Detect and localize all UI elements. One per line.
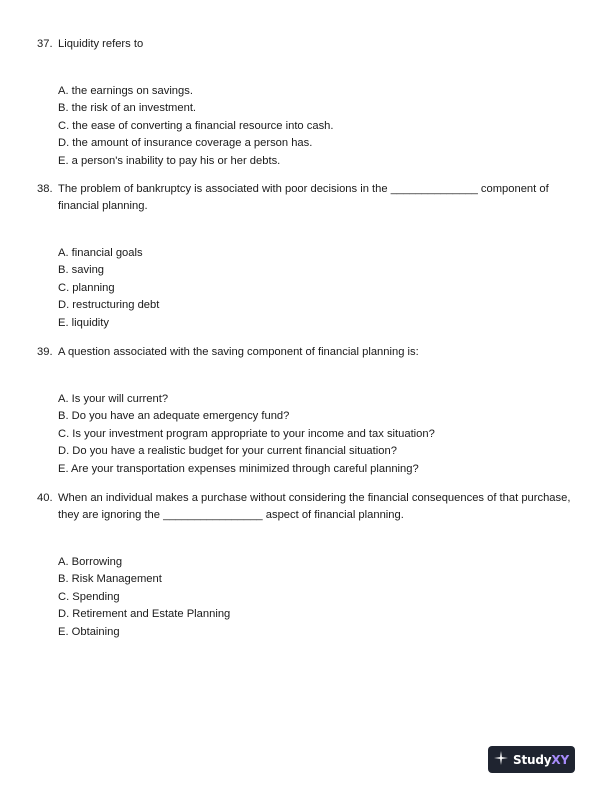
answer-options bbox=[37, 83, 577, 170]
answer-option-c: C. the ease of converting a financial resource into cash. bbox=[58, 119, 334, 132]
answer-option-d: D. restructuring debt bbox=[58, 299, 160, 312]
logo-wordmark bbox=[513, 753, 569, 767]
answer-option-a: A. financial goals bbox=[58, 247, 143, 259]
question-text: A question associated with the saving component of financial planning is: bbox=[58, 346, 419, 358]
answer-option-e: E. liquidity bbox=[58, 316, 109, 329]
answer-option-e: E. Are your transportation expenses minimized through careful planning? bbox=[58, 462, 419, 475]
question-prompt bbox=[37, 344, 577, 361]
answer-option-d: D. Retirement and Estate Planning bbox=[58, 608, 231, 621]
question-text: The problem of bankruptcy is associated with poor decisions in the ______________ component of financial planning. bbox=[58, 183, 549, 212]
answer-option-d: D. Do you have a realistic budget for your current financial situation? bbox=[58, 445, 397, 458]
plus-sparkle-icon bbox=[494, 751, 513, 768]
question-number: 40. bbox=[37, 492, 53, 504]
question-40 bbox=[37, 490, 577, 641]
answer-option-d: D. the amount of insurance coverage a person has. bbox=[58, 137, 313, 150]
studyxy-logo bbox=[488, 746, 575, 773]
answer-option-c: C. planning bbox=[58, 281, 115, 294]
answer-option-c: C. Spending bbox=[58, 590, 120, 603]
logo-text-study: Study bbox=[513, 752, 552, 767]
answer-options bbox=[37, 391, 577, 478]
answer-option-a: A. the earnings on savings. bbox=[58, 85, 193, 97]
question-text: When an individual makes a purchase without considering the financial consequences of that purchase, they are ignoring the ________________ aspect of financial planning. bbox=[58, 492, 571, 521]
answer-option-e: E. a person's inability to pay his or her debts. bbox=[58, 154, 281, 167]
question-38 bbox=[37, 181, 577, 332]
answer-option-b: B. saving bbox=[58, 264, 105, 277]
answer-options bbox=[37, 554, 577, 641]
answer-option-a: A. Borrowing bbox=[58, 556, 123, 568]
answer-option-a: A. Is your will current? bbox=[58, 393, 169, 405]
logo-text-xy: XY bbox=[551, 752, 569, 767]
answer-option-b: B. Do you have an adequate emergency fund? bbox=[58, 410, 290, 423]
question-text: Liquidity refers to bbox=[58, 38, 144, 50]
question-prompt bbox=[37, 490, 577, 524]
question-39 bbox=[37, 344, 577, 478]
question-prompt bbox=[37, 36, 577, 53]
answer-options bbox=[37, 245, 577, 332]
answer-option-e: E. Obtaining bbox=[58, 625, 120, 638]
answer-option-c: C. Is your investment program appropriate to your income and tax situation? bbox=[58, 427, 435, 440]
question-number: 38. bbox=[37, 183, 53, 195]
answer-option-b: B. Risk Management bbox=[58, 573, 162, 586]
question-number: 39. bbox=[37, 346, 53, 358]
question-number: 37. bbox=[37, 38, 53, 50]
question-prompt bbox=[37, 181, 577, 215]
answer-option-b: B. the risk of an investment. bbox=[58, 102, 197, 115]
question-37 bbox=[37, 36, 577, 170]
